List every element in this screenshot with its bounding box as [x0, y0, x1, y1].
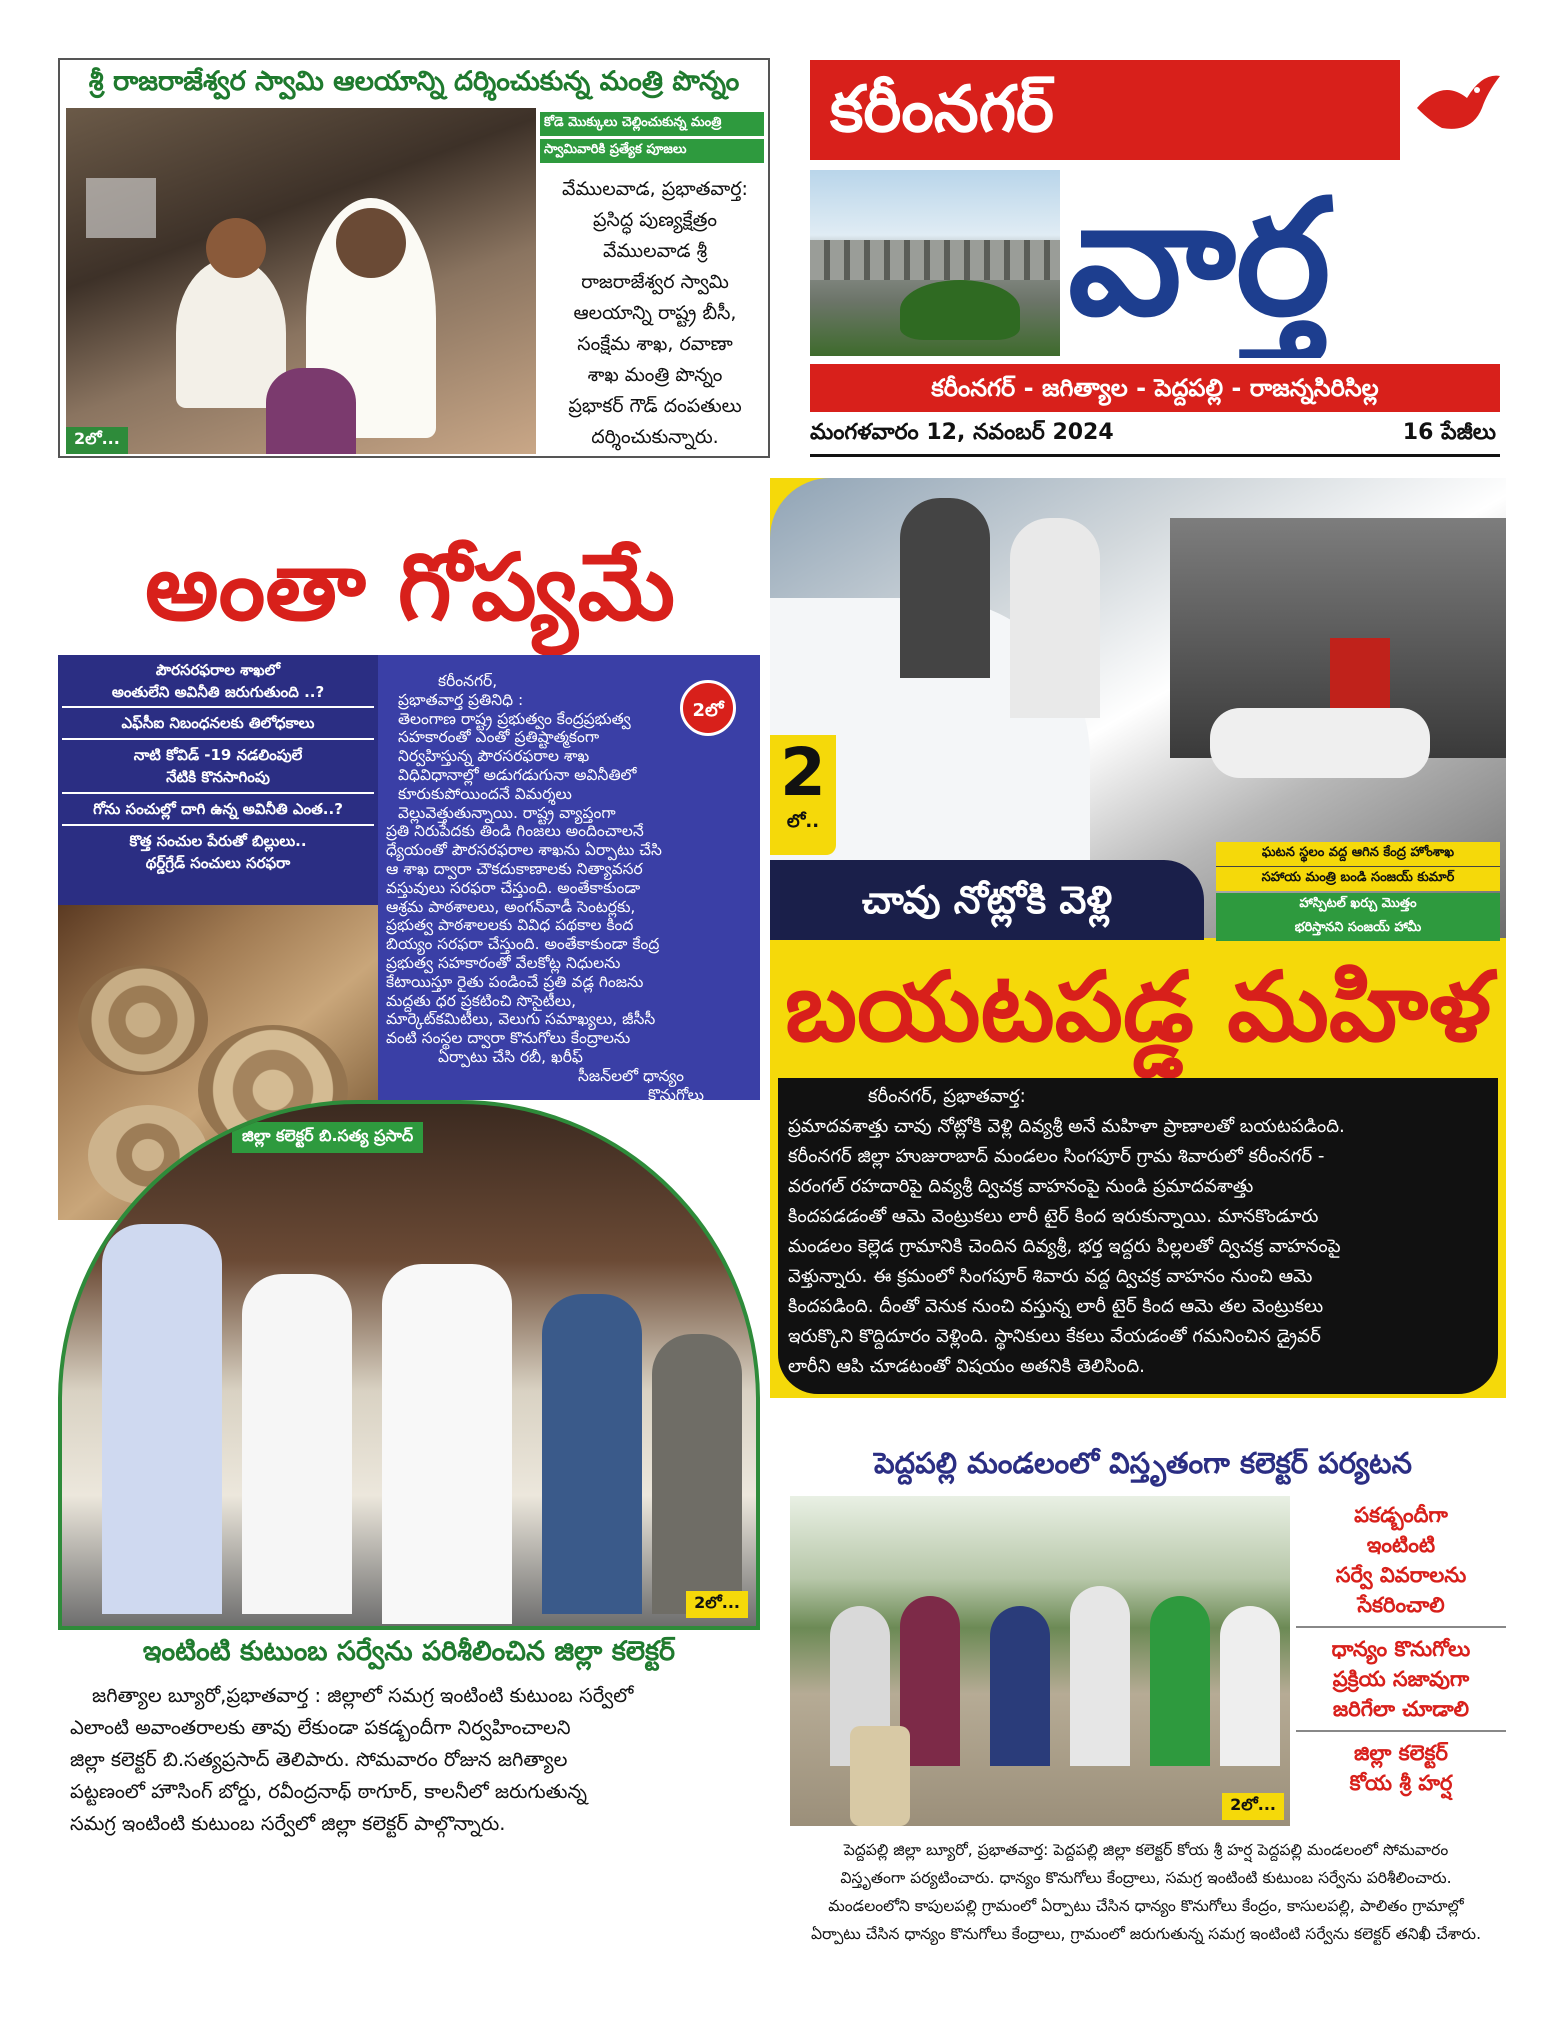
civil-body-line: ప్రభుత్వ సహకారంతో వేలకోట్ల నిధులను: [386, 953, 621, 972]
collector-body-line: పెద్దపల్లి జిల్లా బ్యూరో, ప్రభాతవార్త: పెద్దపల్లి జిల్లా కలెక్టర్ కోయ శ్రీ హర్ష పెద్దపల్లి మండలంలో సోమవారం: [843, 1841, 1449, 1859]
civil-body: [378, 672, 758, 1123]
civil-bullet: కొత్త సంచుల పేరుతో బిల్లులు.. థర్డ్‌గ్రేడ్ సంచులు సరఫరా: [129, 832, 307, 872]
civil-body-line: విధివిధానాల్లో అడుగడుగునా అవినీతిలో: [398, 765, 637, 784]
collector-body: [786, 1836, 1506, 1948]
accident-caption-line: సహాయ మంత్రి బండి సంజయ్ కుమార్: [1216, 866, 1500, 891]
survey-photo: [58, 1100, 760, 1630]
temple-photo: [66, 108, 536, 454]
temple-body-line: ప్రభాకర్ గౌడ్ దంపతులు: [568, 395, 742, 417]
dove-icon: [1412, 68, 1502, 148]
civil-body-line: కూరుకుపోయిందనే విమర్శలు: [398, 784, 572, 803]
civil-body-line: ప్రతి నిరుపేదకు తిండి గింజలు అందించాలనే: [386, 822, 644, 841]
accident-caption-line: హాస్పిటల్ ఖర్చు మొత్తం: [1216, 893, 1500, 917]
survey-headline: ఇంటింటి కుటుంబ సర్వేను పరిశీలించిన జిల్లా కలెక్టర్: [142, 1636, 676, 1667]
accident-body-line: ఇరుక్కొని కొద్దిదూరం వెళ్లింది. స్థానికులు కేకలు వేయడంతో గమనించిన డ్రైవర్: [788, 1326, 1321, 1347]
civil-body-line: సీజన్‌లలో ధాన్యం: [578, 1066, 684, 1085]
survey-body-line: జిల్లా కలెక్టర్ బి.సత్యప్రసాద్ తెలిపారు. సోమవారం రోజున జగిత్యాల: [70, 1748, 568, 1771]
civil-body-line: మద్దతు ధర ప్రకటించి సొసైటీలు,: [386, 991, 577, 1010]
accident-body-line: వరంగల్ రహదారిపై దివ్యశ్రీ ద్విచక్ర వాహనంపై నుండి ప్రమాదవశాత్తు: [788, 1176, 1254, 1197]
civil-bullet: పౌరసరఫరాల శాఖలో అంతులేని అవినీతి జరుగుతుంది ..?: [62, 659, 374, 708]
survey-body-line: ఎలాంటి అవాంతరాలకు తావు లేకుండా పకడ్బందీగా నిర్వహించాలని: [70, 1716, 571, 1739]
accident-body-line: కరీంనగర్, ప్రభాతవార్త:: [868, 1086, 1026, 1107]
issue-date: మంగళవారం 12, నవంబర్ 2024: [810, 420, 1114, 445]
collector-side-item: పకడ్బందీగా ఇంటింటి సర్వే వివరాలను సేకరించాలి: [1296, 1500, 1506, 1628]
accident-body-line: లారీని ఆపి చూడటంతో విషయం అతనికి తెలిసింది.: [788, 1356, 1145, 1377]
temple-body-line: దర్శించుకున్నారు.: [591, 426, 719, 448]
accident-more-badge[interactable]: [770, 735, 836, 855]
temple-body-line: ప్రసిద్ధ పుణ్యక్షేత్రం: [593, 209, 717, 231]
survey-more-badge[interactable]: 2లో...: [686, 1591, 748, 1618]
civil-bullet: ఎఫ్‌సీఐ నిబంధనలకు తిలోధకాలు: [62, 708, 374, 740]
accident-body-line: కిందపడడంతో ఆమె వెంట్రుకలు లారీ టైర్ కింద ఇరుకున్నాయి. మానకొండూరు: [788, 1206, 1319, 1227]
survey-body-line: జగిత్యాల బ్యూరో,ప్రభాతవార్త : జిల్లాలో సమగ్ర ఇంటింటి కుటుంబ సర్వేలో: [92, 1684, 634, 1707]
collector-body-line: విస్తృతంగా పర్యటించారు. ధాన్యం కొనుగోలు కేంద్రాలు, సమగ్ర ఇంటింటి కుటుంబ సర్వేను పరిశీలించారు.: [840, 1869, 1452, 1887]
temple-body-line: వేములవాడ, ప్రభాతవార్త:: [562, 178, 748, 200]
civil-body-line: ప్రభుత్వ పాఠశాలలకు వివిధ పథకాల కింద: [386, 916, 634, 935]
dam-photo: [810, 170, 1060, 356]
civil-body-line: బియ్యం సరఫరా చేస్తుంది. అంతేకాకుండా కేంద్ర: [386, 935, 660, 954]
temple-caption: [540, 112, 764, 163]
logo-top-text: కరీంనగర్: [810, 60, 1400, 160]
civil-body-line: నిర్వహిస్తున్న పౌరసరఫరాల శాఖ: [398, 747, 590, 766]
accident-body-line: మండలం కెల్లెడ గ్రామానికి చెందిన దివ్యశ్రీ, భర్త ఇద్దరు పిల్లలతో ద్విచక్ర వాహనంపై: [788, 1236, 1341, 1257]
civil-more-badge[interactable]: 2లో: [680, 680, 736, 736]
collector-body-line: మండలంలోని కాపులపల్లి గ్రామంలో ఏర్పాటు చేసిన ధాన్యం కొనుగోలు కేంద్రం, కాసులపల్లి, పాలితం గ్రామాల్లో: [828, 1897, 1464, 1915]
temple-body-line: రాజరాజేశ్వర స్వామి: [581, 271, 729, 293]
accident-badge-text: లో..: [786, 811, 820, 832]
accident-body-line: కరీంనగర్ జిల్లా హుజురాబాద్ మండలం సింగపూర్ గ్రామ శివారులో కరీంనగర్ -: [788, 1146, 1325, 1167]
survey-body-line: పట్టణంలో హౌసింగ్ బోర్డు, రవీంద్రనాథ్ ఠాగూర్, కాలనీలో జరుగుతున్న: [70, 1780, 588, 1803]
masthead: [800, 58, 1506, 460]
temple-more-badge[interactable]: 2లో...: [66, 427, 128, 454]
temple-story: [58, 58, 770, 458]
civil-body-line: ఏర్పాటు చేసి రబీ, ఖరీఫ్: [438, 1047, 583, 1066]
civil-body-line: చేస్తుంది.: [658, 1104, 710, 1123]
accident-caption-line: ఘటన స్థలం వద్ద ఆగిన కేంద్ర హోంశాఖ: [1216, 842, 1500, 866]
temple-body-line: వేములవాడ శ్రీ: [602, 240, 708, 262]
civil-body-line: సహకారంతో ఎంతో ప్రతిష్టాత్మకంగా: [398, 728, 600, 747]
accident-caption-line: భరిస్తానని సంజయ్ హామీ: [1216, 917, 1500, 941]
collector-side-item: జిల్లా కలెక్టర్ కోయ శ్రీ హర్ష: [1349, 1741, 1453, 1795]
civil-body-line: తెలంగాణ రాష్ట్ర ప్రభుత్వం కేంద్రప్రభుత్వ: [398, 709, 631, 728]
civil-body-line: కొనుగోలు: [648, 1085, 704, 1104]
civil-body-line: కరీంనగర్,: [438, 672, 498, 690]
collector-headline: పెద్దపల్లి మండలంలో విస్తృతంగా కలెక్టర్ పర్యటన: [874, 1446, 1412, 1480]
collector-side: [1296, 1500, 1506, 1798]
temple-body: [542, 174, 768, 453]
collector-body-line: ఏర్పాటు చేసిన ధాన్యం కొనుగోలు కేంద్రాలు, గ్రామంలో జరుగుతున్న సమగ్ర ఇంటింటి సర్వేను కలెక్టర్ తనిఖీ చేశారు.: [810, 1925, 1482, 1943]
civil-body-line: వస్తువులు సరఫరా చేస్తుంది. అంతేకాకుండా: [386, 878, 641, 897]
accident-body-line: కిందపడింది. దీంతో వెనుక నుంచి వస్తున్న లారీ టైర్ కింద ఆమె తల వెంట్రుకలు: [788, 1296, 1324, 1317]
civil-headline: అంతా గోప్యమే: [145, 533, 675, 641]
temple-body-line: ఆలయాన్ని రాష్ట్ర బీసీ,: [573, 302, 737, 324]
temple-headline: శ్రీ రాజరాజేశ్వర స్వామి ఆలయాన్ని దర్శించుకున్న మంత్రి పొన్నం: [88, 66, 740, 97]
civil-body-line: కేటాయిస్తూ రైతు పండించే ప్రతి వడ్ల గింజను: [386, 972, 644, 991]
collector-more-badge[interactable]: 2లో...: [1222, 1793, 1284, 1820]
temple-body-line: సంక్షేమ శాఖ, రవాణా: [577, 333, 733, 355]
civil-body-line: ధ్యేయంతో పౌరసరఫరాల శాఖను ఏర్పాటు చేసి: [386, 841, 662, 860]
civil-body-line: మార్కెట్‌కమిటీలు, వెలుగు సమాఖ్యలు, జీసీసీ: [386, 1010, 656, 1029]
logo-bottom-text: వార్త: [1068, 164, 1331, 351]
collector-side-item: ధాన్యం కొనుగోలు ప్రక్రియ సజావుగా జరిగేలా చూడాలి: [1296, 1628, 1506, 1732]
collector-photo: [790, 1496, 1290, 1826]
civil-body-line: ఆ శాఖ ద్వారా చౌకదుకాణాలకు నిత్యావసర: [386, 859, 643, 878]
civil-body-line: వంటి సంస్థల ద్వారా కొనుగోలు కేంద్రాలను: [386, 1029, 631, 1048]
civil-bullets: [58, 655, 378, 905]
civil-body-line: వెల్లువెత్తుతున్నాయి. రాష్ట్ర వ్యాప్తంగా: [398, 803, 616, 822]
page-count: 16 పేజీలు: [1402, 420, 1496, 445]
temple-body-line: శాఖ మంత్రి పొన్నం: [587, 364, 723, 386]
temple-caption-line-2: స్వామివారికి ప్రత్యేక పూజలు: [540, 139, 764, 163]
accident-caption: [1216, 842, 1500, 941]
masthead-rule: [810, 454, 1500, 457]
accident-headline: బయటపడ్డ మహిళ: [785, 951, 1491, 1063]
temple-caption-line-1: కోడె మొక్కులు చెల్లించుకున్న మంత్రి: [540, 112, 764, 136]
survey-body: [62, 1680, 762, 1840]
accident-body: [780, 1082, 1496, 1382]
civil-bullet: గోను సంచుల్లో దాగి ఉన్న అవినీతి ఎంత..?: [62, 794, 374, 826]
survey-body-line: సమగ్ర ఇంటింటి కుటుంబ సర్వేలో జిల్లా కలెక్టర్ పాల్గొన్నారు.: [70, 1812, 506, 1835]
accident-badge-number: 2: [780, 734, 826, 811]
civil-body-line: ఆశ్రమ పాఠశాలలు, అంగన్‌వాడీ సెంటర్లకు,: [386, 897, 636, 916]
civil-bullet: నాటి కోవిడ్ -19 నడలింపులే నేటికి కొనసాగింపు: [62, 740, 374, 794]
district-strip: కరీంనగర్ - జగిత్యాల - పెద్దపల్లి - రాజన్నసిరిసిల్ల: [810, 364, 1500, 412]
accident-body-line: వెళ్తున్నారు. ఈ క్రమంలో సింగపూర్ శివారు వద్ద ద్విచక్ర వాహనం నుంచి ఆమె: [788, 1266, 1313, 1287]
survey-photo-caption: జిల్లా కలెక్టర్ బి.సత్య ప్రసాద్: [232, 1122, 423, 1153]
civil-body-line: ప్రభాతవార్త ప్రతినిధి :: [398, 690, 524, 709]
accident-kicker: చావు నోట్లోకి వెళ్లి: [770, 860, 1204, 940]
accident-body-line: ప్రమాదవశాత్తు చావు నోట్లోకి వెళ్లి దివ్యశ్రీ అనే మహిళా ప్రాణాలతో బయటపడింది.: [788, 1116, 1345, 1137]
